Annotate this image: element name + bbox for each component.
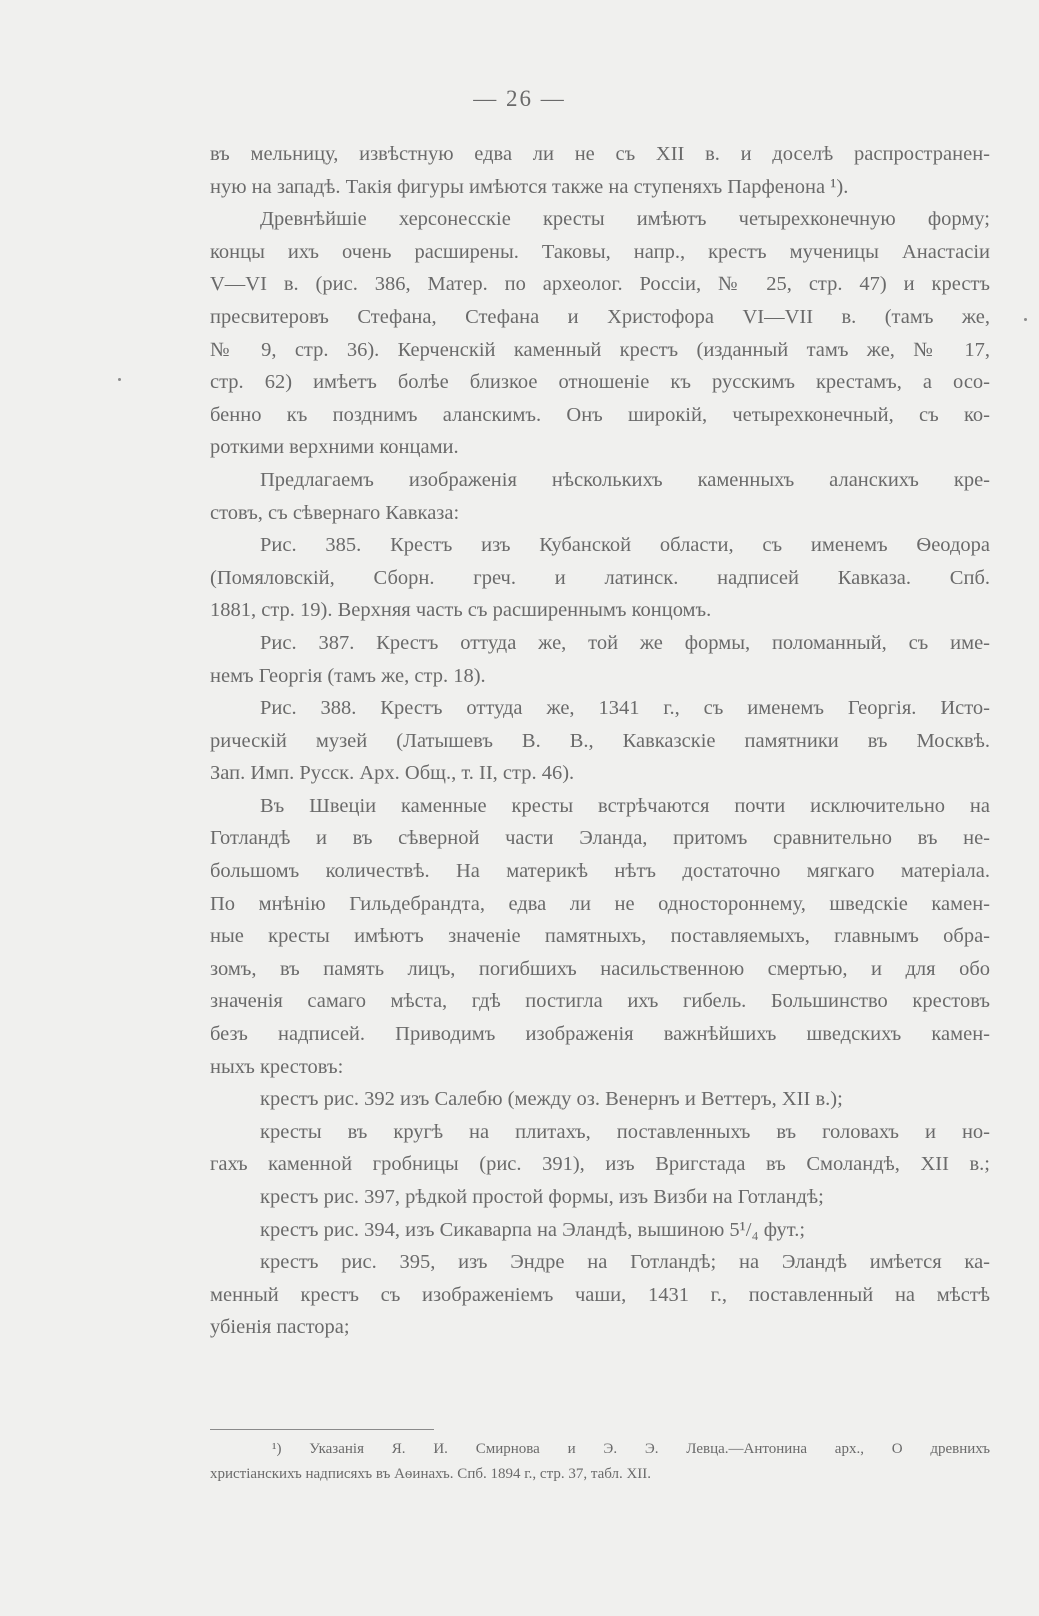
text-line: (Помяловскій, Сборн. греч. и латинск. надписей Кавказа. Спб.: [210, 566, 990, 589]
text-line: въ мельницу, извѣстную едва ли не съ XII в. и доселѣ распространен-: [210, 143, 990, 165]
text-line: стовъ, съ сѣвернаго Кавказа:: [210, 501, 460, 524]
text-line: большомъ количествѣ. На материкѣ нѣтъ достаточно мягкаго матеріала.: [210, 860, 990, 883]
text-line: Въ Швеціи каменные кресты встрѣчаются почти исключительно на: [260, 794, 990, 817]
text-line: Рис. 385. Крестъ изъ Кубанской области, съ именемъ Ѳеодора: [260, 534, 990, 557]
text-line: роткими верхними концами.: [210, 436, 459, 459]
margin-speck: [1024, 318, 1027, 321]
text-line: 1881, стр. 19). Верхняя часть съ расширеннымъ концомъ.: [210, 599, 712, 622]
text-line: кресты въ кругѣ на плитахъ, поставленныхъ въ головахъ и но-: [260, 1120, 990, 1143]
text-line: Рис. 388. Крестъ оттуда же, 1341 г., съ именемъ Георгія. Исто-: [260, 697, 990, 720]
text-line: По мнѣнію Гильдебрандта, едва ли не одностороннему, шведскіе камен-: [210, 892, 990, 915]
text-line: стр. 62) имѣетъ болѣе близкое отношеніе къ русскимъ крестамъ, а осо-: [210, 371, 990, 394]
text-line: крестъ рис. 397, рѣдкой простой формы, изъ Визби на Готландѣ;: [260, 1186, 824, 1208]
text-line: Предлагаемъ изображенія нѣсколькихъ каменныхъ аланскихъ кре-: [260, 468, 990, 491]
text-line: менный крестъ съ изображеніемъ чаши, 1431 г., поставленный на мѣстѣ: [210, 1283, 990, 1306]
text-line: ные кресты имѣютъ значеніе памятныхъ, поставляемыхъ, главнымъ обра-: [210, 925, 990, 948]
text-line: безъ надписей. Приводимъ изображенія важнѣйшихъ шведскихъ камен-: [210, 1023, 990, 1046]
text-line: крестъ рис. 394, изъ Сикаварпа на Эландѣ, вышиною 5¹/₄ фут.;: [260, 1218, 806, 1241]
text-line: гахъ каменной гробницы (рис. 391), изъ Вригстада въ Смоландѣ, XII в.;: [210, 1153, 990, 1176]
text-line: ныхъ крестовъ:: [210, 1055, 344, 1078]
text-line: бенно къ позднимъ аланскимъ. Онъ широкій, четырехконечный, съ ко-: [210, 403, 990, 426]
text-line: № 9, стр. 36). Керченскій каменный крестъ (изданный тамъ же, № 17,: [210, 338, 990, 361]
footnote: [210, 1437, 990, 1487]
text-line: концы ихъ очень расширены. Таковы, напр., крестъ мученицы Анастасіи: [210, 240, 990, 263]
margin-speck: [118, 378, 121, 381]
text-line: V—VI в. (рис. 386, Матер. по археолог. Россіи, № 25, стр. 47) и крестъ: [210, 273, 990, 296]
body-text: [210, 138, 990, 1344]
page-number: — 26 —: [473, 86, 566, 111]
text-line: Древнѣйшіе херсонесскіе кресты имѣютъ четырехконечную форму;: [260, 208, 990, 231]
text-line: зомъ, въ память лицъ, погибшихъ насильственною смертью, и для обо: [210, 957, 990, 980]
text-line: Готландѣ и въ сѣверной части Эланда, притомъ сравнительно въ не-: [210, 827, 990, 850]
text-line: убіенія пастора;: [210, 1316, 350, 1339]
text-line: ную на западѣ. Такія фигуры имѣются также на ступеняхъ Парфенона ¹).: [210, 175, 849, 198]
text-line: Зап. Имп. Русск. Арх. Общ., т. II, стр. 46).: [210, 762, 575, 785]
text-line: крестъ рис. 395, изъ Эндре на Готландѣ; на Эландѣ имѣется ка-: [260, 1251, 990, 1274]
text-line: немъ Георгія (тамъ же, стр. 18).: [210, 664, 486, 687]
text-line: Рис. 387. Крестъ оттуда же, той же формы, поломанный, съ име-: [260, 631, 990, 654]
footnote-rule: [210, 1429, 434, 1430]
text-line: пресвитеровъ Стефана, Стефана и Христофора VI—VII в. (тамъ же,: [210, 305, 990, 328]
text-line: крестъ рис. 392 изъ Салебю (между оз. Венернъ и Веттеръ, XII в.);: [260, 1088, 843, 1111]
footnote-line: христіанскихъ надписяхъ въ Аѳинахъ. Спб. 1894 г., стр. 37, табл. XII.: [210, 1466, 652, 1482]
text-line: рическій музей (Латышевъ В. В., Кавказскіе памятники въ Москвѣ.: [210, 729, 990, 752]
footnote-line: ¹) Указанія Я. И. Смирнова и Э. Э. Левца.—Антонина арх., О древнихъ: [272, 1441, 990, 1457]
text-line: значенія самаго мѣста, гдѣ постигла ихъ гибель. Большинство крестовъ: [210, 990, 990, 1013]
